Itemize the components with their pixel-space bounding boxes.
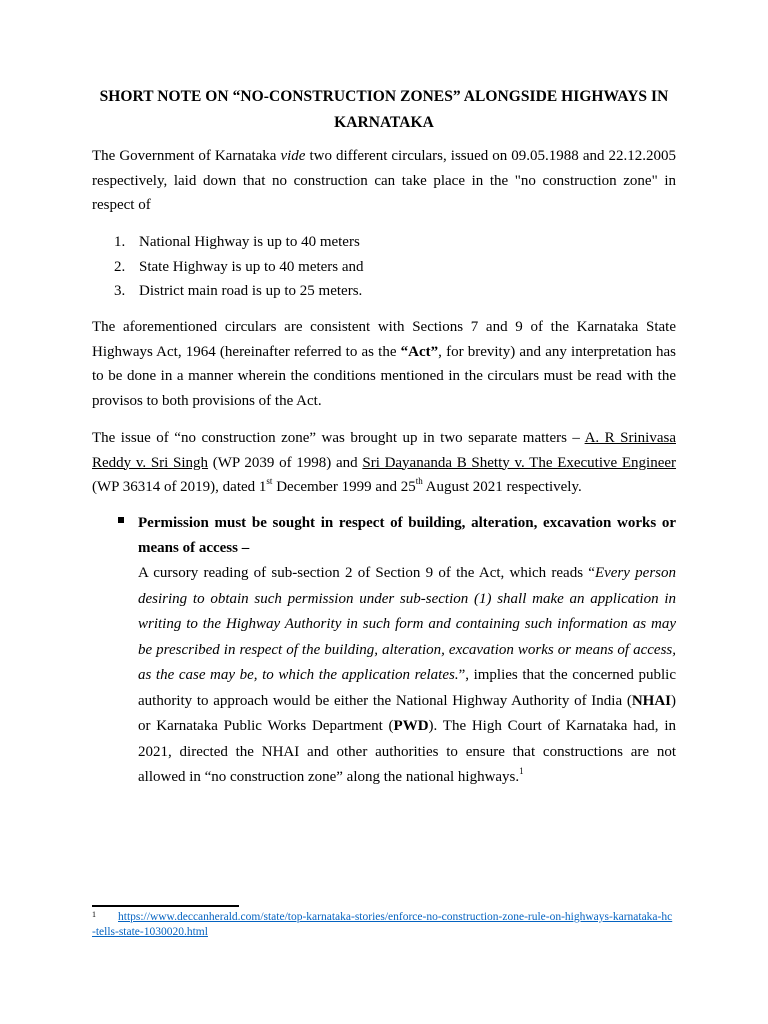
- act-text-2: , for brevity) and any interpretation has to be done in a manner wherein the conditions mentioned in the circulars must be read with the provisos to both provisions of the Act.: [92, 343, 677, 409]
- intro-text-1: The Government of Karnataka: [92, 148, 281, 164]
- square-bullet-icon: [118, 517, 124, 523]
- pwd-term: PWD: [393, 718, 429, 734]
- numbered-list: [92, 230, 592, 304]
- list-item: [92, 279, 592, 304]
- list-number: 2.: [114, 258, 126, 275]
- list-item: [92, 230, 592, 255]
- footnote-link[interactable]: https://www.deccanherald.com/state/top-karnataka-stories/enforce-no-construction-zone-rule-on-highways-karnataka-hc-tells-state-1030020.html: [92, 911, 673, 938]
- list-text: National Highway is up to 40 meters: [139, 234, 360, 250]
- cases-text-1: The issue of “no construction zone” was brought up in two separate matters –: [92, 430, 585, 446]
- cases-text-3: (WP 36314 of 2019), dated 1: [92, 479, 267, 495]
- bullet-body: [138, 561, 676, 791]
- intro-paragraph: [92, 144, 676, 218]
- list-text: District main road is up to 25 meters.: [139, 283, 363, 299]
- cases-text-5: August 2021 respectively.: [422, 479, 582, 495]
- act-text-1: The aforementioned circulars are consistent with Sections 7 and 9 of the Karnataka State Highways Act, 1964 (hereinafter referred to as the: [92, 319, 676, 360]
- ordinal-sup-1: st: [266, 476, 273, 486]
- cases-text-4: December 1999 and 25: [272, 479, 416, 495]
- bullet-text-2: ”, implies that the concerned public authority to approach would be either the National Highway Authority of India (: [138, 667, 676, 709]
- cases-text-2: (WP 2039 of 1998) and: [208, 454, 363, 471]
- bullet-text-3: ) or Karnataka Public Works Department (: [138, 692, 676, 734]
- case-name-2: Sri Dayananda B Shetty v. The Executive Engineer: [362, 454, 677, 471]
- footnote-reference[interactable]: 1: [519, 766, 524, 776]
- statute-quote: Every person desiring to obtain such permission under sub-section (1) shall make an application in writing to the Highway Authority in such form and containing such information as may be prescribed in respect of the building, alteration, excavation works or means of access, as the case may be, to which the application relates.: [138, 565, 676, 683]
- intro-text-2: two different circulars, issued on 09.05.1988 and 22.12.2005 respectively, laid down that no construction can take place in the "no construction zone" in respect of: [92, 148, 676, 213]
- list-number: 1.: [114, 234, 126, 250]
- list-text: State Highway is up to 40 meters and: [139, 258, 364, 275]
- intro-vide: vide: [280, 148, 306, 164]
- bullet-text-1: A cursory reading of sub-section 2 of Section 9 of the Act, which reads “: [138, 565, 595, 581]
- list-item: [92, 255, 592, 280]
- bullet-text-4: ). The High Court of Karnataka had, in 2021, directed the NHAI and other authorities to ensure that constructions are not allowed in “no construction zone” along the national highways.: [138, 718, 676, 785]
- title-line-2: KARNATAKA: [334, 114, 434, 131]
- bullet-section: [92, 511, 676, 791]
- page-title: [92, 84, 676, 136]
- footnote-number: 1: [92, 910, 96, 919]
- title-line-1: SHORT NOTE ON “NO-CONSTRUCTION ZONES” ALONGSIDE HIGHWAYS IN: [99, 88, 669, 105]
- act-paragraph: [92, 315, 676, 413]
- footnote: [92, 910, 676, 939]
- footnote-divider: [92, 905, 239, 907]
- ordinal-sup-2: th: [415, 476, 423, 486]
- cases-paragraph: [92, 426, 676, 500]
- act-term: “Act”: [400, 343, 439, 360]
- case-name-1: A. R Srinivasa Reddy v. Sri Singh: [92, 430, 676, 471]
- list-number: 3.: [114, 283, 126, 299]
- nhai-term: NHAI: [631, 692, 671, 709]
- bullet-heading: Permission must be sought in respect of building, alteration, excavation works or means of access –: [138, 515, 676, 556]
